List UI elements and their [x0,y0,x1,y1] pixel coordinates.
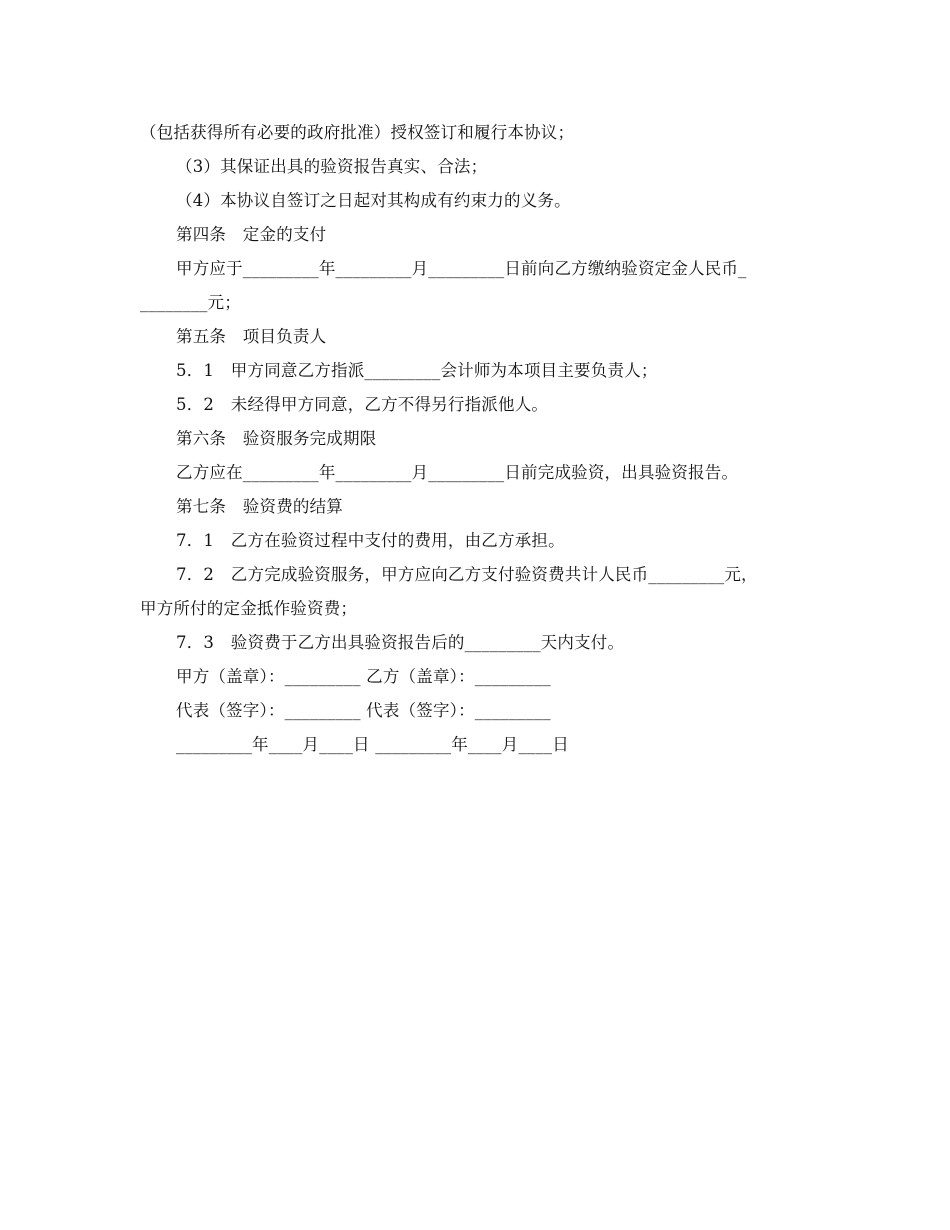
clause-7-3: 7．3 验资费于乙方出具验资报告后的_________天内支付。 [176,633,625,652]
completion-deadline-line: 乙方应在_________年_________月_________日前完成验资，出具验资报告。 [176,463,739,482]
deposit-payment-line: 甲方应于_________年_________月_________日前向乙方缴纳验资定金人民币_ [176,259,747,278]
clause-7-2-continuation: 甲方所付的定金抵作验资费； [140,599,358,618]
article-4-heading: 第四条 定金的支付 [176,225,327,244]
signature-line: 代表（签字）：_________ 代表（签字）：_________ [176,701,551,720]
clause-item-4: （4）本协议自签订之日起对其构成有约束力的义务。 [176,191,571,210]
article-6-heading: 第六条 验资服务完成期限 [176,429,377,448]
seal-line: 甲方（盖章）：_________ 乙方（盖章）：_________ [176,667,551,686]
contract-body [140,116,820,762]
date-line: _________年____月____日 _________年____月____日 [176,735,569,754]
article-5-heading: 第五条 项目负责人 [176,327,327,346]
clause-5-1: 5．1 甲方同意乙方指派_________会计师为本项目主要负责人； [176,361,658,380]
clause-7-2: 7．2 乙方完成验资服务，甲方应向乙方支付验资费共计人民币_________元， [176,565,758,584]
deposit-amount-line: ________元； [140,293,241,312]
clause-7-1: 7．1 乙方在验资过程中支付的费用，由乙方承担。 [176,531,565,550]
article-7-heading: 第七条 验资费的结算 [176,497,343,516]
clause-5-2: 5．2 未经得甲方同意，乙方不得另行指派他人。 [176,395,549,414]
line-government-approval: （包括获得所有必要的政府批准）授权签订和履行本协议； [140,123,575,142]
clause-item-3: （3）其保证出具的验资报告真实、合法； [176,157,488,176]
